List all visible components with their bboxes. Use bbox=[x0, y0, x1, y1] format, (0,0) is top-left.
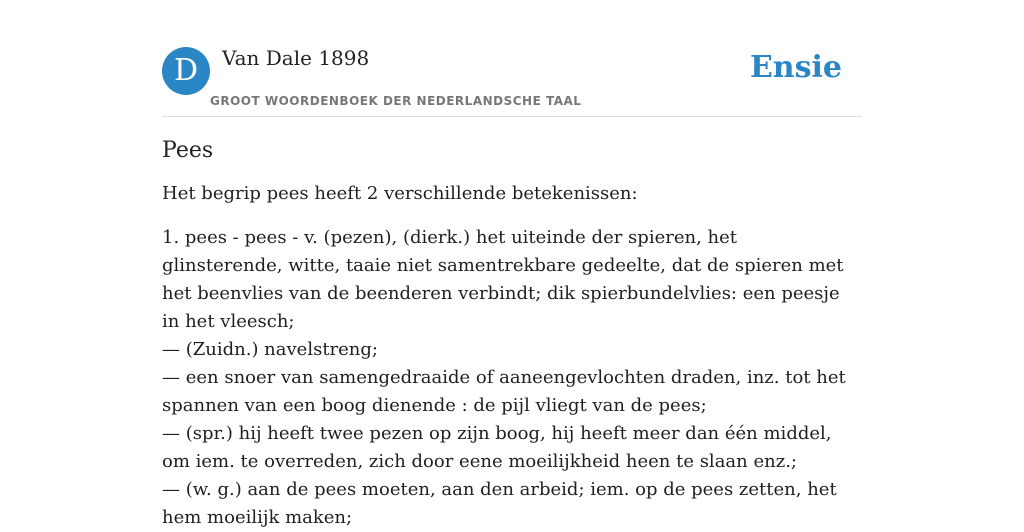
brand-logo[interactable]: Ensie bbox=[749, 50, 842, 85]
definition-line: — (spr.) hij heeft twee pezen op zijn boog, hij heeft meer dan één middel, om iem. te overreden, zich door eene moeilijkheid heen te slaan enz.; bbox=[162, 423, 832, 473]
definition-line: — (w. g.) aan de pees moeten, aan den arbeid; iem. op de pees zetten, het hem moeilijk maken; bbox=[162, 479, 837, 529]
dictionary-logo[interactable]: D bbox=[162, 47, 210, 95]
entry-headword: Pees bbox=[162, 138, 214, 163]
dictionary-subtitle: GROOT WOORDENBOEK DER NEDERLANDSCHE TAAL bbox=[210, 94, 582, 108]
definition-line: — (Zuidn.) navelstreng; bbox=[162, 339, 378, 361]
definition-line: 1. pees - pees - v. (pezen), (dierk.) het uiteinde der spieren, het glinsterende, witte, taaie niet samentrekbare gedeelte, dat de spieren met het beenvlies van de beenderen verbindt; dik spierbundelvlies: een peesje in het vleesch; bbox=[162, 227, 844, 333]
dictionary-name[interactable]: Van Dale 1898 bbox=[222, 46, 370, 70]
definition-line: — een snoer van samengedraaide of aaneengevlochten draden, inz. tot het spannen van een boog dienende : de pijl vliegt van de pees; bbox=[162, 367, 846, 417]
entry-definition bbox=[162, 224, 862, 532]
entry-intro: Het begrip pees heeft 2 verschillende betekenissen: bbox=[162, 183, 638, 205]
dictionary-header bbox=[162, 44, 862, 117]
entry-content bbox=[162, 138, 862, 532]
